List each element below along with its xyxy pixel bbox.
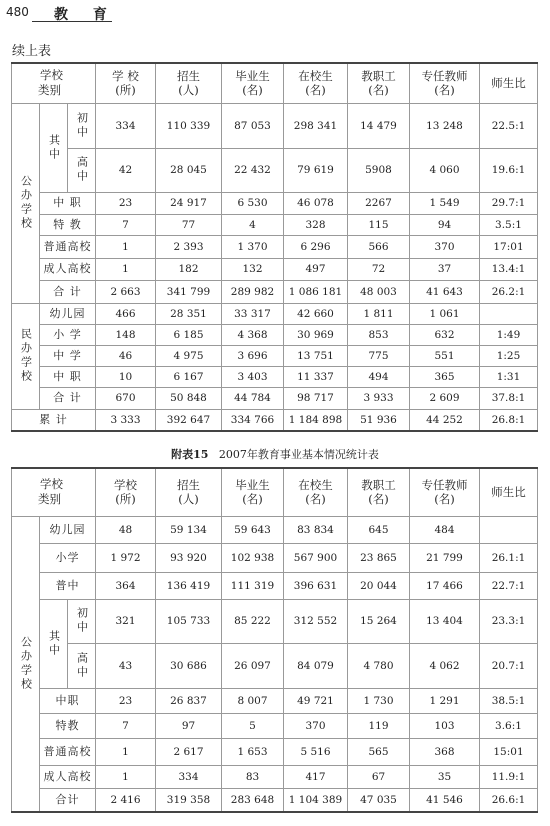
table-cell: 1 086 181 — [284, 280, 348, 303]
table-row — [12, 366, 538, 387]
table-row — [12, 765, 538, 788]
row-subgroup-qizhong-text: 其中 — [47, 629, 61, 658]
table-row — [12, 516, 538, 543]
caption-title: 2007年教育事业基本情况统计表 — [218, 448, 379, 461]
table-cell: 1 — [96, 258, 156, 280]
table-cell: 77 — [156, 214, 222, 235]
col-header-staff: 教职工 (名) — [348, 468, 410, 516]
header-row — [12, 468, 538, 516]
table-continued — [11, 62, 538, 432]
row-label-text: 高中 — [75, 156, 89, 184]
table-row — [12, 235, 538, 258]
table-row — [12, 599, 538, 643]
table-cell: 417 — [284, 765, 348, 788]
table-cell: 83 — [222, 765, 284, 788]
running-header — [6, 4, 126, 22]
table-cell: 67 — [348, 765, 410, 788]
table-cell: 111 319 — [222, 572, 284, 599]
table-cell: 22.5:1 — [480, 103, 538, 148]
table-cell: 15 264 — [348, 599, 410, 643]
table-cell: 334 — [156, 765, 222, 788]
table-cell: 24 917 — [156, 192, 222, 214]
table-row — [12, 643, 538, 688]
table-cell: 28 045 — [156, 148, 222, 192]
table-cell: 41 643 — [410, 280, 480, 303]
row-label: 合 计 — [40, 387, 96, 409]
table-cell: 19.6:1 — [480, 148, 538, 192]
table-cell: 50 848 — [156, 387, 222, 409]
row-label: 特教 — [40, 713, 96, 738]
col-header-graduates: 毕业生 (名) — [222, 63, 284, 103]
table-cell: 775 — [348, 345, 410, 366]
table-row — [12, 148, 538, 192]
table-cell: 87 053 — [222, 103, 284, 148]
col-header-graduates: 毕业生 (名) — [222, 468, 284, 516]
row-label — [68, 643, 96, 688]
table-cell: 283 648 — [222, 788, 284, 812]
table-cell: 10 — [96, 366, 156, 387]
table-cell: 2 617 — [156, 738, 222, 765]
table-cell: 3.6:1 — [480, 713, 538, 738]
table-cell: 566 — [348, 235, 410, 258]
table-cell: 2 663 — [96, 280, 156, 303]
table-cell: 5 — [222, 713, 284, 738]
table-cell: 46 078 — [284, 192, 348, 214]
table-cell: 47 035 — [348, 788, 410, 812]
table-cell: 289 982 — [222, 280, 284, 303]
row-group-public-text: 公办学校 — [19, 175, 33, 231]
table-cell: 7 — [96, 214, 156, 235]
table-cell: 94 — [410, 214, 480, 235]
row-label: 普中 — [40, 572, 96, 599]
table-cell: 17:01 — [480, 235, 538, 258]
row-subgroup-qizhong — [40, 599, 68, 688]
table-cell: 4 368 — [222, 324, 284, 345]
table-cell: 321 — [96, 599, 156, 643]
table-cell: 1 184 898 — [284, 409, 348, 431]
row-label-text: 初中 — [75, 111, 89, 140]
table-cell: 1 291 — [410, 688, 480, 713]
table-cell: 44 784 — [222, 387, 284, 409]
table-cell: 59 643 — [222, 516, 284, 543]
table-cell: 136 419 — [156, 572, 222, 599]
table-cell — [480, 303, 538, 324]
row-label: 成人高校 — [40, 258, 96, 280]
row-label: 合计 — [40, 788, 96, 812]
table-cell: 26 837 — [156, 688, 222, 713]
table-cell: 8 007 — [222, 688, 284, 713]
row-label — [68, 103, 96, 148]
row-group-public — [12, 103, 40, 303]
table-cell: 312 552 — [284, 599, 348, 643]
table-cell: 364 — [96, 572, 156, 599]
table-cell: 1:25 — [480, 345, 538, 366]
table-row — [12, 572, 538, 599]
table-cell: 115 — [348, 214, 410, 235]
table-row — [12, 303, 538, 324]
row-group-public — [12, 516, 40, 812]
table-cell: 105 733 — [156, 599, 222, 643]
table-cell: 148 — [96, 324, 156, 345]
table-cell: 26 097 — [222, 643, 284, 688]
table-cell: 4 060 — [410, 148, 480, 192]
table-cell: 368 — [410, 738, 480, 765]
table-cell: 319 358 — [156, 788, 222, 812]
table-cell: 341 799 — [156, 280, 222, 303]
row-subgroup-qizhong — [40, 103, 68, 192]
table-cell: 1 972 — [96, 543, 156, 572]
col-header-schools: 学校 (所) — [96, 468, 156, 516]
row-label: 成人高校 — [40, 765, 96, 788]
table-cell: 370 — [284, 713, 348, 738]
table-cell: 466 — [96, 303, 156, 324]
table-row — [12, 280, 538, 303]
col-header-staff: 教职工 (名) — [348, 63, 410, 103]
running-title: 教 育 — [54, 7, 117, 23]
table-cell: 26.2:1 — [480, 280, 538, 303]
row-group-public-text: 公办学校 — [19, 635, 33, 692]
table-cell: 119 — [348, 713, 410, 738]
header-underline — [32, 21, 112, 22]
table-cell: 98 717 — [284, 387, 348, 409]
table-cell: 30 969 — [284, 324, 348, 345]
table-cell: 5 516 — [284, 738, 348, 765]
table-cell: 35 — [410, 765, 480, 788]
table-cell: 15:01 — [480, 738, 538, 765]
table-cell: 1 — [96, 738, 156, 765]
row-label: 幼儿园 — [40, 303, 96, 324]
table-cell: 365 — [410, 366, 480, 387]
row-label: 中 职 — [40, 366, 96, 387]
table-cell: 37.8:1 — [480, 387, 538, 409]
table-cell: 6 185 — [156, 324, 222, 345]
table-row — [12, 387, 538, 409]
table-cell: 23 865 — [348, 543, 410, 572]
table-cell: 392 647 — [156, 409, 222, 431]
col-header-ratio: 师生比 — [480, 63, 538, 103]
table-cell: 1 061 — [410, 303, 480, 324]
row-label: 普通高校 — [40, 235, 96, 258]
table-cell: 49 721 — [284, 688, 348, 713]
table-cell: 645 — [348, 516, 410, 543]
table-cell: 1 730 — [348, 688, 410, 713]
table-row — [12, 409, 538, 431]
row-subgroup-qizhong-text: 其中 — [47, 133, 61, 162]
table-cell: 4 — [222, 214, 284, 235]
col-header-enrollment: 招生 (人) — [156, 468, 222, 516]
row-label — [68, 148, 96, 192]
continued-label: 续上表 — [12, 44, 52, 59]
table-cell: 1 811 — [348, 303, 410, 324]
table-cell: 42 660 — [284, 303, 348, 324]
table-cell: 3 696 — [222, 345, 284, 366]
table-cell: 2 609 — [410, 387, 480, 409]
table-cell: 43 — [96, 643, 156, 688]
col-header-ratio: 师生比 — [480, 468, 538, 516]
table-cell: 13.4:1 — [480, 258, 538, 280]
table-cell: 13 248 — [410, 103, 480, 148]
table-cell: 14 479 — [348, 103, 410, 148]
table-cell: 182 — [156, 258, 222, 280]
row-label: 合 计 — [40, 280, 96, 303]
table-cell: 1 653 — [222, 738, 284, 765]
table-row — [12, 258, 538, 280]
row-label-text: 初中 — [75, 607, 89, 635]
col-header-enrollment: 招生 (人) — [156, 63, 222, 103]
table-cell: 1 104 389 — [284, 788, 348, 812]
table-cell: 551 — [410, 345, 480, 366]
table-cell: 2267 — [348, 192, 410, 214]
table-cell: 38.5:1 — [480, 688, 538, 713]
table-cell: 7 — [96, 713, 156, 738]
table-cell: 853 — [348, 324, 410, 345]
table-row — [12, 688, 538, 713]
table-cell: 17 466 — [410, 572, 480, 599]
table-row — [12, 788, 538, 812]
table-cell: 28 351 — [156, 303, 222, 324]
table-cell: 484 — [410, 516, 480, 543]
table-cell: 23.3:1 — [480, 599, 538, 643]
table-cell: 3.5:1 — [480, 214, 538, 235]
col-header-students: 在校生 (名) — [284, 63, 348, 103]
row-group-private — [12, 303, 40, 409]
table-cell: 48 — [96, 516, 156, 543]
row-label: 中职 — [40, 688, 96, 713]
table-cell: 83 834 — [284, 516, 348, 543]
table-cell: 72 — [348, 258, 410, 280]
table-cell: 497 — [284, 258, 348, 280]
col-header-schools: 学 校 (所) — [96, 63, 156, 103]
table-row — [12, 345, 538, 366]
table-cell: 44 252 — [410, 409, 480, 431]
row-label: 特 教 — [40, 214, 96, 235]
table-cell: 22 432 — [222, 148, 284, 192]
table-cell: 23 — [96, 688, 156, 713]
table-row — [12, 192, 538, 214]
table-cell: 1:31 — [480, 366, 538, 387]
table-cell: 1 — [96, 235, 156, 258]
row-label: 中 学 — [40, 345, 96, 366]
table-cell: 48 003 — [348, 280, 410, 303]
page-number: 480 — [6, 5, 29, 19]
table-cell: 6 167 — [156, 366, 222, 387]
table-cell: 370 — [410, 235, 480, 258]
table-cell: 334 766 — [222, 409, 284, 431]
table-cell: 3 933 — [348, 387, 410, 409]
table-cell: 93 920 — [156, 543, 222, 572]
table-row — [12, 214, 538, 235]
table-cell: 396 631 — [284, 572, 348, 599]
table-cell: 132 — [222, 258, 284, 280]
table-cell: 59 134 — [156, 516, 222, 543]
row-label-text: 高中 — [75, 651, 89, 680]
table-cell: 11 337 — [284, 366, 348, 387]
col-header-teachers: 专任教师 (名) — [410, 468, 480, 516]
table-cell: 670 — [96, 387, 156, 409]
table-cell: 26.6:1 — [480, 788, 538, 812]
caption-number: 附表15 — [171, 448, 209, 461]
table-cell: 1 549 — [410, 192, 480, 214]
row-label: 累 计 — [12, 409, 96, 431]
table-cell: 3 403 — [222, 366, 284, 387]
header-row — [12, 63, 538, 103]
table-cell: 110 339 — [156, 103, 222, 148]
table-cell: 26.8:1 — [480, 409, 538, 431]
table-cell: 26.1:1 — [480, 543, 538, 572]
table-cell: 4 062 — [410, 643, 480, 688]
table-cell: 494 — [348, 366, 410, 387]
table-cell: 42 — [96, 148, 156, 192]
table-cell: 11.9:1 — [480, 765, 538, 788]
table-cell: 37 — [410, 258, 480, 280]
row-label: 中 职 — [40, 192, 96, 214]
table-cell: 33 317 — [222, 303, 284, 324]
table-2007 — [11, 467, 538, 813]
table-cell: 97 — [156, 713, 222, 738]
table-cell: 4 975 — [156, 345, 222, 366]
table-cell: 13 751 — [284, 345, 348, 366]
table-row — [12, 103, 538, 148]
table-cell: 46 — [96, 345, 156, 366]
table-cell: 1:49 — [480, 324, 538, 345]
table-cell: 328 — [284, 214, 348, 235]
table-cell: 13 404 — [410, 599, 480, 643]
table-cell: 51 936 — [348, 409, 410, 431]
table-cell: 102 938 — [222, 543, 284, 572]
col-header-category: 学校 类别 — [12, 63, 96, 103]
table-cell: 2 416 — [96, 788, 156, 812]
row-label: 幼儿园 — [40, 516, 96, 543]
table-caption — [0, 446, 550, 462]
table-row — [12, 324, 538, 345]
table-cell: 84 079 — [284, 643, 348, 688]
row-label: 普通高校 — [40, 738, 96, 765]
table-cell: 1 — [96, 765, 156, 788]
table-cell: 334 — [96, 103, 156, 148]
table-cell: 20.7:1 — [480, 643, 538, 688]
table-cell: 5908 — [348, 148, 410, 192]
table-row — [12, 738, 538, 765]
table-cell: 21 799 — [410, 543, 480, 572]
row-label: 小 学 — [40, 324, 96, 345]
table-cell: 567 900 — [284, 543, 348, 572]
table-cell: 22.7:1 — [480, 572, 538, 599]
table-cell: 23 — [96, 192, 156, 214]
row-label — [68, 599, 96, 643]
table-cell: 298 341 — [284, 103, 348, 148]
table-cell: 79 619 — [284, 148, 348, 192]
table-row — [12, 713, 538, 738]
table-cell: 565 — [348, 738, 410, 765]
table-cell: 103 — [410, 713, 480, 738]
table-cell: 6 530 — [222, 192, 284, 214]
table-row — [12, 543, 538, 572]
col-header-students: 在校生 (名) — [284, 468, 348, 516]
table-cell: 2 393 — [156, 235, 222, 258]
table-cell — [480, 516, 538, 543]
row-label: 小学 — [40, 543, 96, 572]
table-cell: 1 370 — [222, 235, 284, 258]
table-cell: 632 — [410, 324, 480, 345]
col-header-category: 学校 类别 — [12, 468, 96, 516]
col-header-teachers: 专任教师 (名) — [410, 63, 480, 103]
table-cell: 85 222 — [222, 599, 284, 643]
table-cell: 41 546 — [410, 788, 480, 812]
table-cell: 4 780 — [348, 643, 410, 688]
table-cell: 30 686 — [156, 643, 222, 688]
table-cell: 29.7:1 — [480, 192, 538, 214]
table-cell: 3 333 — [96, 409, 156, 431]
table-cell: 6 296 — [284, 235, 348, 258]
row-group-private-text: 民办学校 — [19, 328, 33, 384]
table-cell: 20 044 — [348, 572, 410, 599]
